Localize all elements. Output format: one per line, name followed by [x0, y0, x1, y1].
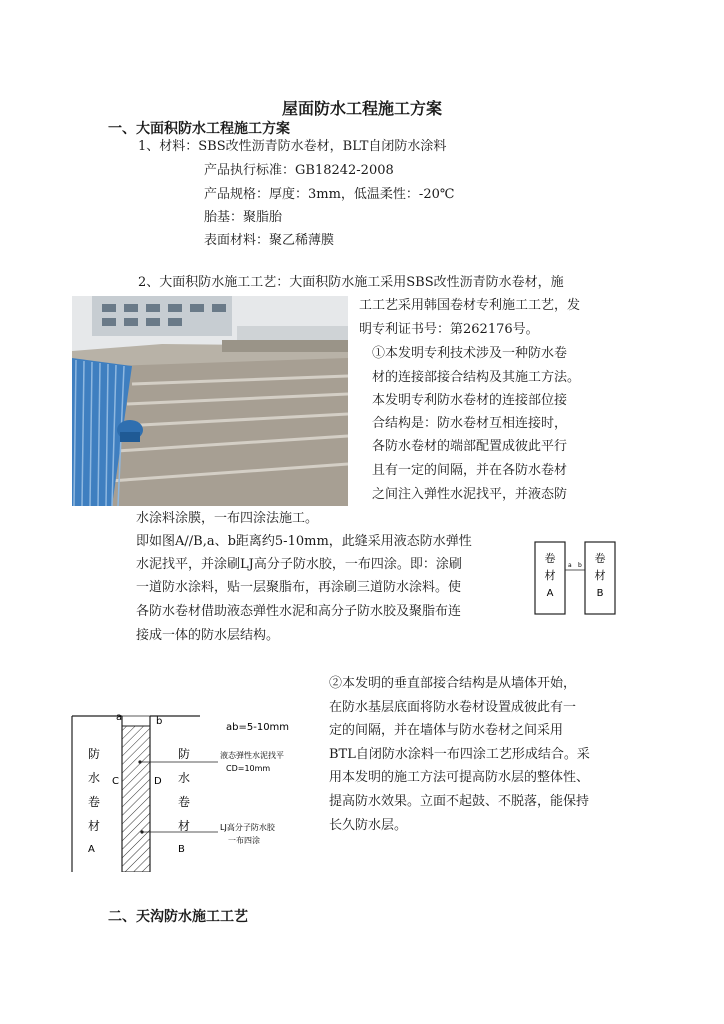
vertical-line-1: ②本发明的垂直部接合结构是从墙体开始， [329, 676, 577, 691]
fig2-left-5: A [88, 844, 95, 855]
fig1-a: a [568, 562, 572, 569]
fig2-note1-l2: CD=10mm [226, 764, 271, 773]
material-base: 胎基：聚脂胎 [204, 210, 283, 225]
fig2-a: a [116, 712, 123, 723]
fig2-left-2: 水 [88, 771, 101, 785]
material-line: 1、材料：SBS改性沥青防水卷材，BLT自闭防水涂料 [138, 139, 447, 154]
process-line-8: 各防水卷材的端部配置成彼此平行 [372, 439, 568, 454]
fig2-note2-l2: 一布四涂 [228, 836, 260, 845]
process-line-9: 且有一定的间隔，并在各防水卷材 [372, 463, 568, 478]
fig2-c: C [112, 776, 119, 787]
section1-heading: 一、大面积防水工程施工方案 [108, 121, 290, 137]
process-line-7: 合结构是：防水卷材互相连接时， [372, 416, 568, 431]
vertical-line-5: 用本发明的施工方法可提高防水层的整体性、 [329, 770, 590, 785]
process-line-3: 明专利证书号：第262176号。 [359, 322, 539, 337]
material-surface: 表面材料：聚乙稀薄膜 [204, 233, 335, 248]
process-line-12: 即如图A//B,a、b距离约5-10mm，此缝采用液态防水弹性 [136, 534, 472, 549]
fig2-right-5: B [178, 844, 185, 855]
section2-heading: 二、天沟防水施工工艺 [108, 909, 248, 925]
process-line-6: 本发明专利防水卷材的连接部位接 [372, 393, 568, 408]
process-line-1: 2、大面积防水施工工艺：大面积防水施工采用SBS改性沥青防水卷材，施 [138, 275, 564, 290]
process-line-4: ①本发明专利技术涉及一种防水卷 [372, 346, 568, 361]
fig1-right-label-1: 卷 [594, 552, 606, 565]
material-spec: 产品规格：厚度：3mm，低温柔性：-20℃ [204, 187, 455, 202]
fig1-right-label-3: B [596, 588, 604, 599]
fig1-left-label-1: 卷 [544, 552, 556, 565]
roof-photo [72, 296, 348, 506]
vertical-line-7: 长久防水层。 [329, 818, 408, 833]
process-line-14: 一道防水涂料，贴一层聚脂布，再涂刷三道防水涂料。使 [136, 580, 462, 595]
fig2-note1-l1: 液态弹性水泥找平 [220, 751, 284, 760]
material-standard: 产品执行标准：GB18242-2008 [204, 163, 394, 178]
vertical-line-6: 提高防水效果。立面不起鼓、不脱落，能保持 [329, 794, 590, 809]
process-line-15: 各防水卷材借助液态弹性水泥和高分子防水胶及聚脂布连 [136, 604, 462, 619]
fig2-d: D [154, 776, 162, 787]
hatched-joint [122, 726, 150, 872]
fig2-left-3: 卷 [88, 795, 101, 809]
fig1-right-label-2: 材 [594, 569, 606, 582]
fig1-left-label-2: 材 [544, 569, 556, 582]
process-line-13: 水泥找平，并涂刷LJ高分子防水胶，一布四涂。即：涂刷 [136, 557, 462, 572]
fig2-left-1: 防 [88, 747, 101, 761]
vertical-line-4: BTL自闭防水涂料一布四涂工艺形成结合。采 [329, 747, 590, 762]
vertical-line-2: 在防水基层底面将防水卷材设置成彼此有一 [329, 700, 577, 715]
joint-diagram-vertical [70, 706, 320, 872]
fig2-b: b [156, 716, 163, 727]
process-line-11: 水涂料涂膜，一布四涂法施工。 [136, 511, 319, 526]
process-line-5: 材的连接部接合结构及其施工方法。 [372, 370, 581, 385]
fig1-b: b [578, 562, 582, 569]
process-line-10: 之间注入弹性水泥找平，并液态防 [372, 487, 568, 502]
vertical-line-3: 定的间隔，并在墙体与防水卷材之间采用 [329, 723, 564, 738]
process-line-16: 接成一体的防水层结构。 [136, 628, 280, 643]
fig1-left-label-3: A [546, 588, 554, 599]
fig2-right-1: 防 [178, 747, 191, 761]
fig2-note2-l1: LJ高分子防水胶 [220, 823, 275, 832]
process-line-2: 工工艺采用韩国卷材专利施工工艺，发 [359, 298, 581, 313]
page-title: 屋面防水工程施工方案 [281, 99, 442, 118]
fig2-left-4: 材 [88, 819, 101, 833]
fig2-gap: ab=5-10mm [226, 722, 290, 733]
fig2-right-2: 水 [178, 771, 191, 785]
fig2-right-3: 卷 [178, 795, 191, 809]
joint-diagram-horizontal [533, 540, 617, 616]
fig2-right-4: 材 [178, 819, 191, 833]
